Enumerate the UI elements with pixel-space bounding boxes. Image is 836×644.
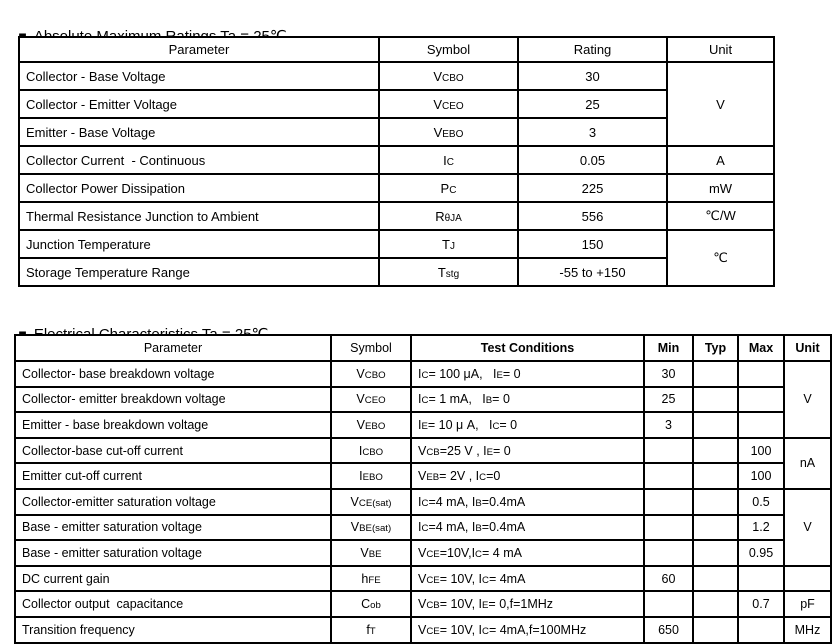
min-cell: 60 [644,566,693,592]
conditions-cell: VCB=25 V , IE= 0 [411,438,644,464]
subscript: C [446,156,454,168]
electrical-row [15,438,831,464]
subscript: EBO [362,472,383,484]
parameter-cell: Emitter - Base Voltage [19,118,379,146]
unit-cell: V [784,361,831,438]
abs-max-row [19,258,774,286]
subscript: BE(sat) [359,523,392,535]
max-cell [738,617,784,643]
subscript: B [475,523,482,535]
subscript: C [421,369,429,381]
abs-max-row [19,202,774,230]
symbol-cell: fT [331,617,411,643]
max-cell: 0.5 [738,489,784,515]
unit-cell: pF [784,591,831,617]
subscript: C [449,184,457,196]
electrical-row [15,617,831,643]
parameter-cell: Collector output capacitance [15,591,331,617]
subscript: θJA [444,212,462,224]
typ-cell [693,463,738,489]
subscript: CB [426,600,440,612]
rating-cell: 556 [518,202,667,230]
conditions-cell: VCE= 10V, IC= 4mA [411,566,644,592]
subscript: C [475,548,482,560]
subscript: E [486,446,494,458]
subscript: ob [370,600,381,612]
symbol-cell: Tstg [379,258,518,286]
symbol-cell: VBE [331,540,411,566]
electrical-header-symbol: Symbol [331,335,411,361]
subscript: T [369,625,376,637]
conditions-cell: IC= 100 μA, IE= 0 [411,361,644,387]
subscript: E [482,600,489,612]
electrical-header-row [15,335,831,361]
unit-cell: ℃/W [667,202,774,230]
typ-cell [693,412,738,438]
electrical-row [15,540,831,566]
abs-max-header-parameter: Parameter [19,37,379,62]
electrical-tbody [15,361,831,643]
parameter-cell: Collector Current - Continuous [19,146,379,174]
abs-max-row [19,118,774,146]
abs-max-row [19,146,774,174]
min-cell [644,515,693,541]
min-cell [644,463,693,489]
symbol-cell: VCBO [379,62,518,90]
rating-cell: 3 [518,118,667,146]
symbol-cell: TJ [379,230,518,258]
symbol-cell: VCEO [331,387,411,413]
parameter-cell: Emitter - base breakdown voltage [15,412,331,438]
max-cell [738,566,784,592]
electrical-header-typ: Typ [693,335,738,361]
subscript: E [421,420,428,432]
electrical-header-parameter: Parameter [15,335,331,361]
rating-cell: 25 [518,90,667,118]
typ-cell [693,438,738,464]
conditions-cell: IC=4 mA, IB=0.4mA [411,489,644,515]
parameter-cell: Collector-base cut-off current [15,438,331,464]
parameter-cell: DC current gain [15,566,331,592]
min-cell: 3 [644,412,693,438]
parameter-cell: Base - emitter saturation voltage [15,515,331,541]
conditions-cell: VCB= 10V, IE= 0,f=1MHz [411,591,644,617]
typ-cell [693,515,738,541]
electrical-header-min: Min [644,335,693,361]
rating-cell: -55 to +150 [518,258,667,286]
electrical-table [14,334,832,644]
conditions-cell: VEB= 2V , IC=0 [411,463,644,489]
min-cell [644,540,693,566]
electrical-row [15,515,831,541]
unit-cell: nA [784,438,831,489]
subscript: C [482,574,489,586]
max-cell [738,412,784,438]
typ-cell [693,489,738,515]
subscript: BE [368,548,382,560]
symbol-cell: IC [379,146,518,174]
electrical-row [15,566,831,592]
abs-max-row [19,90,774,118]
min-cell: 25 [644,387,693,413]
electrical-header-max: Max [738,335,784,361]
abs-max-row [19,230,774,258]
max-cell [738,387,784,413]
unit-cell: MHz [784,617,831,643]
subscript: CE [426,574,440,586]
parameter-cell: Base - emitter saturation voltage [15,540,331,566]
electrical-row [15,412,831,438]
min-cell: 30 [644,361,693,387]
symbol-cell: VEBO [331,412,411,438]
min-cell: 650 [644,617,693,643]
subscript: C [482,625,489,637]
subscript: CBO [364,369,386,381]
conditions-cell: IC=4 mA, IB=0.4mA [411,515,644,541]
abs-max-header-unit: Unit [667,37,774,62]
unit-cell: ℃ [667,230,774,286]
subscript: CE [426,625,440,637]
unit-cell: A [667,146,774,174]
abs-max-header-row [19,37,774,62]
electrical-thead [15,335,831,361]
abs-max-row [19,174,774,202]
electrical-header-test-conditions: Test Conditions [411,335,644,361]
symbol-cell: IEBO [331,463,411,489]
subscript: B [475,497,482,509]
parameter-cell: Collector - Emitter Voltage [19,90,379,118]
subscript: CEO [442,100,464,112]
electrical-header-unit: Unit [784,335,831,361]
electrical-row [15,591,831,617]
conditions-cell: VCE=10V,IC= 4 mA [411,540,644,566]
typ-cell [693,617,738,643]
subscript: CE [426,548,440,560]
unit-cell: V [784,489,831,566]
parameter-cell: Emitter cut-off current [15,463,331,489]
symbol-cell: VCE(sat) [331,489,411,515]
abs-max-thead [19,37,774,62]
typ-cell [693,387,738,413]
typ-cell [693,361,738,387]
abs-max-table [18,36,775,287]
symbol-cell: hFE [331,566,411,592]
subscript: C [421,395,429,407]
max-cell [738,361,784,387]
parameter-cell: Transition frequency [15,617,331,643]
rating-cell: 0.05 [518,146,667,174]
symbol-cell: VCBO [331,361,411,387]
electrical-row [15,387,831,413]
abs-max-header-rating: Rating [518,37,667,62]
subscript: CBO [362,446,384,458]
typ-cell [693,566,738,592]
conditions-cell: IC= 1 mA, IB= 0 [411,387,644,413]
subscript: CBO [442,72,464,84]
abs-max-header-symbol: Symbol [379,37,518,62]
electrical-row [15,489,831,515]
conditions-cell: VCE= 10V, IC= 4mA,f=100MHz [411,617,644,643]
subscript: FE [368,574,381,586]
parameter-cell: Junction Temperature [19,230,379,258]
symbol-cell: Cob [331,591,411,617]
electrical-row [15,463,831,489]
symbol-cell: RθJA [379,202,518,230]
typ-cell [693,540,738,566]
abs-max-row [19,62,774,90]
subscript: CE(sat) [358,497,392,509]
parameter-cell: Thermal Resistance Junction to Ambient [19,202,379,230]
rating-cell: 225 [518,174,667,202]
subscript: EBO [442,128,464,140]
subscript: CEO [364,395,386,407]
rating-cell: 150 [518,230,667,258]
typ-cell [693,591,738,617]
max-cell: 1.2 [738,515,784,541]
subscript: stg [445,268,460,280]
subscript: J [449,240,455,252]
conditions-cell: IE= 10 μ A, IC= 0 [411,412,644,438]
electrical-row [15,361,831,387]
rating-cell: 30 [518,62,667,90]
subscript: E [496,369,503,381]
min-cell [644,489,693,515]
unit-cell [784,566,831,592]
subscript: EBO [365,420,386,432]
unit-cell: V [667,62,774,146]
parameter-cell: Collector- base breakdown voltage [15,361,331,387]
symbol-cell: VCEO [379,90,518,118]
min-cell [644,591,693,617]
abs-max-tbody [19,62,774,286]
subscript: C [479,472,487,484]
subscript: EB [426,472,440,484]
parameter-cell: Collector Power Dissipation [19,174,379,202]
parameter-cell: Collector-emitter saturation voltage [15,489,331,515]
max-cell: 0.95 [738,540,784,566]
subscript: CB [426,446,440,458]
max-cell: 100 [738,438,784,464]
symbol-cell: PC [379,174,518,202]
parameter-cell: Collector- emitter breakdown voltage [15,387,331,413]
parameter-cell: Collector - Base Voltage [19,62,379,90]
subscript: C [421,523,429,535]
max-cell: 0.7 [738,591,784,617]
subscript: B [485,395,493,407]
subscript: C [421,497,429,509]
symbol-cell: VEBO [379,118,518,146]
symbol-cell: ICBO [331,438,411,464]
subscript: C [492,420,500,432]
unit-cell: mW [667,174,774,202]
min-cell [644,438,693,464]
parameter-cell: Storage Temperature Range [19,258,379,286]
max-cell: 100 [738,463,784,489]
symbol-cell: VBE(sat) [331,515,411,541]
